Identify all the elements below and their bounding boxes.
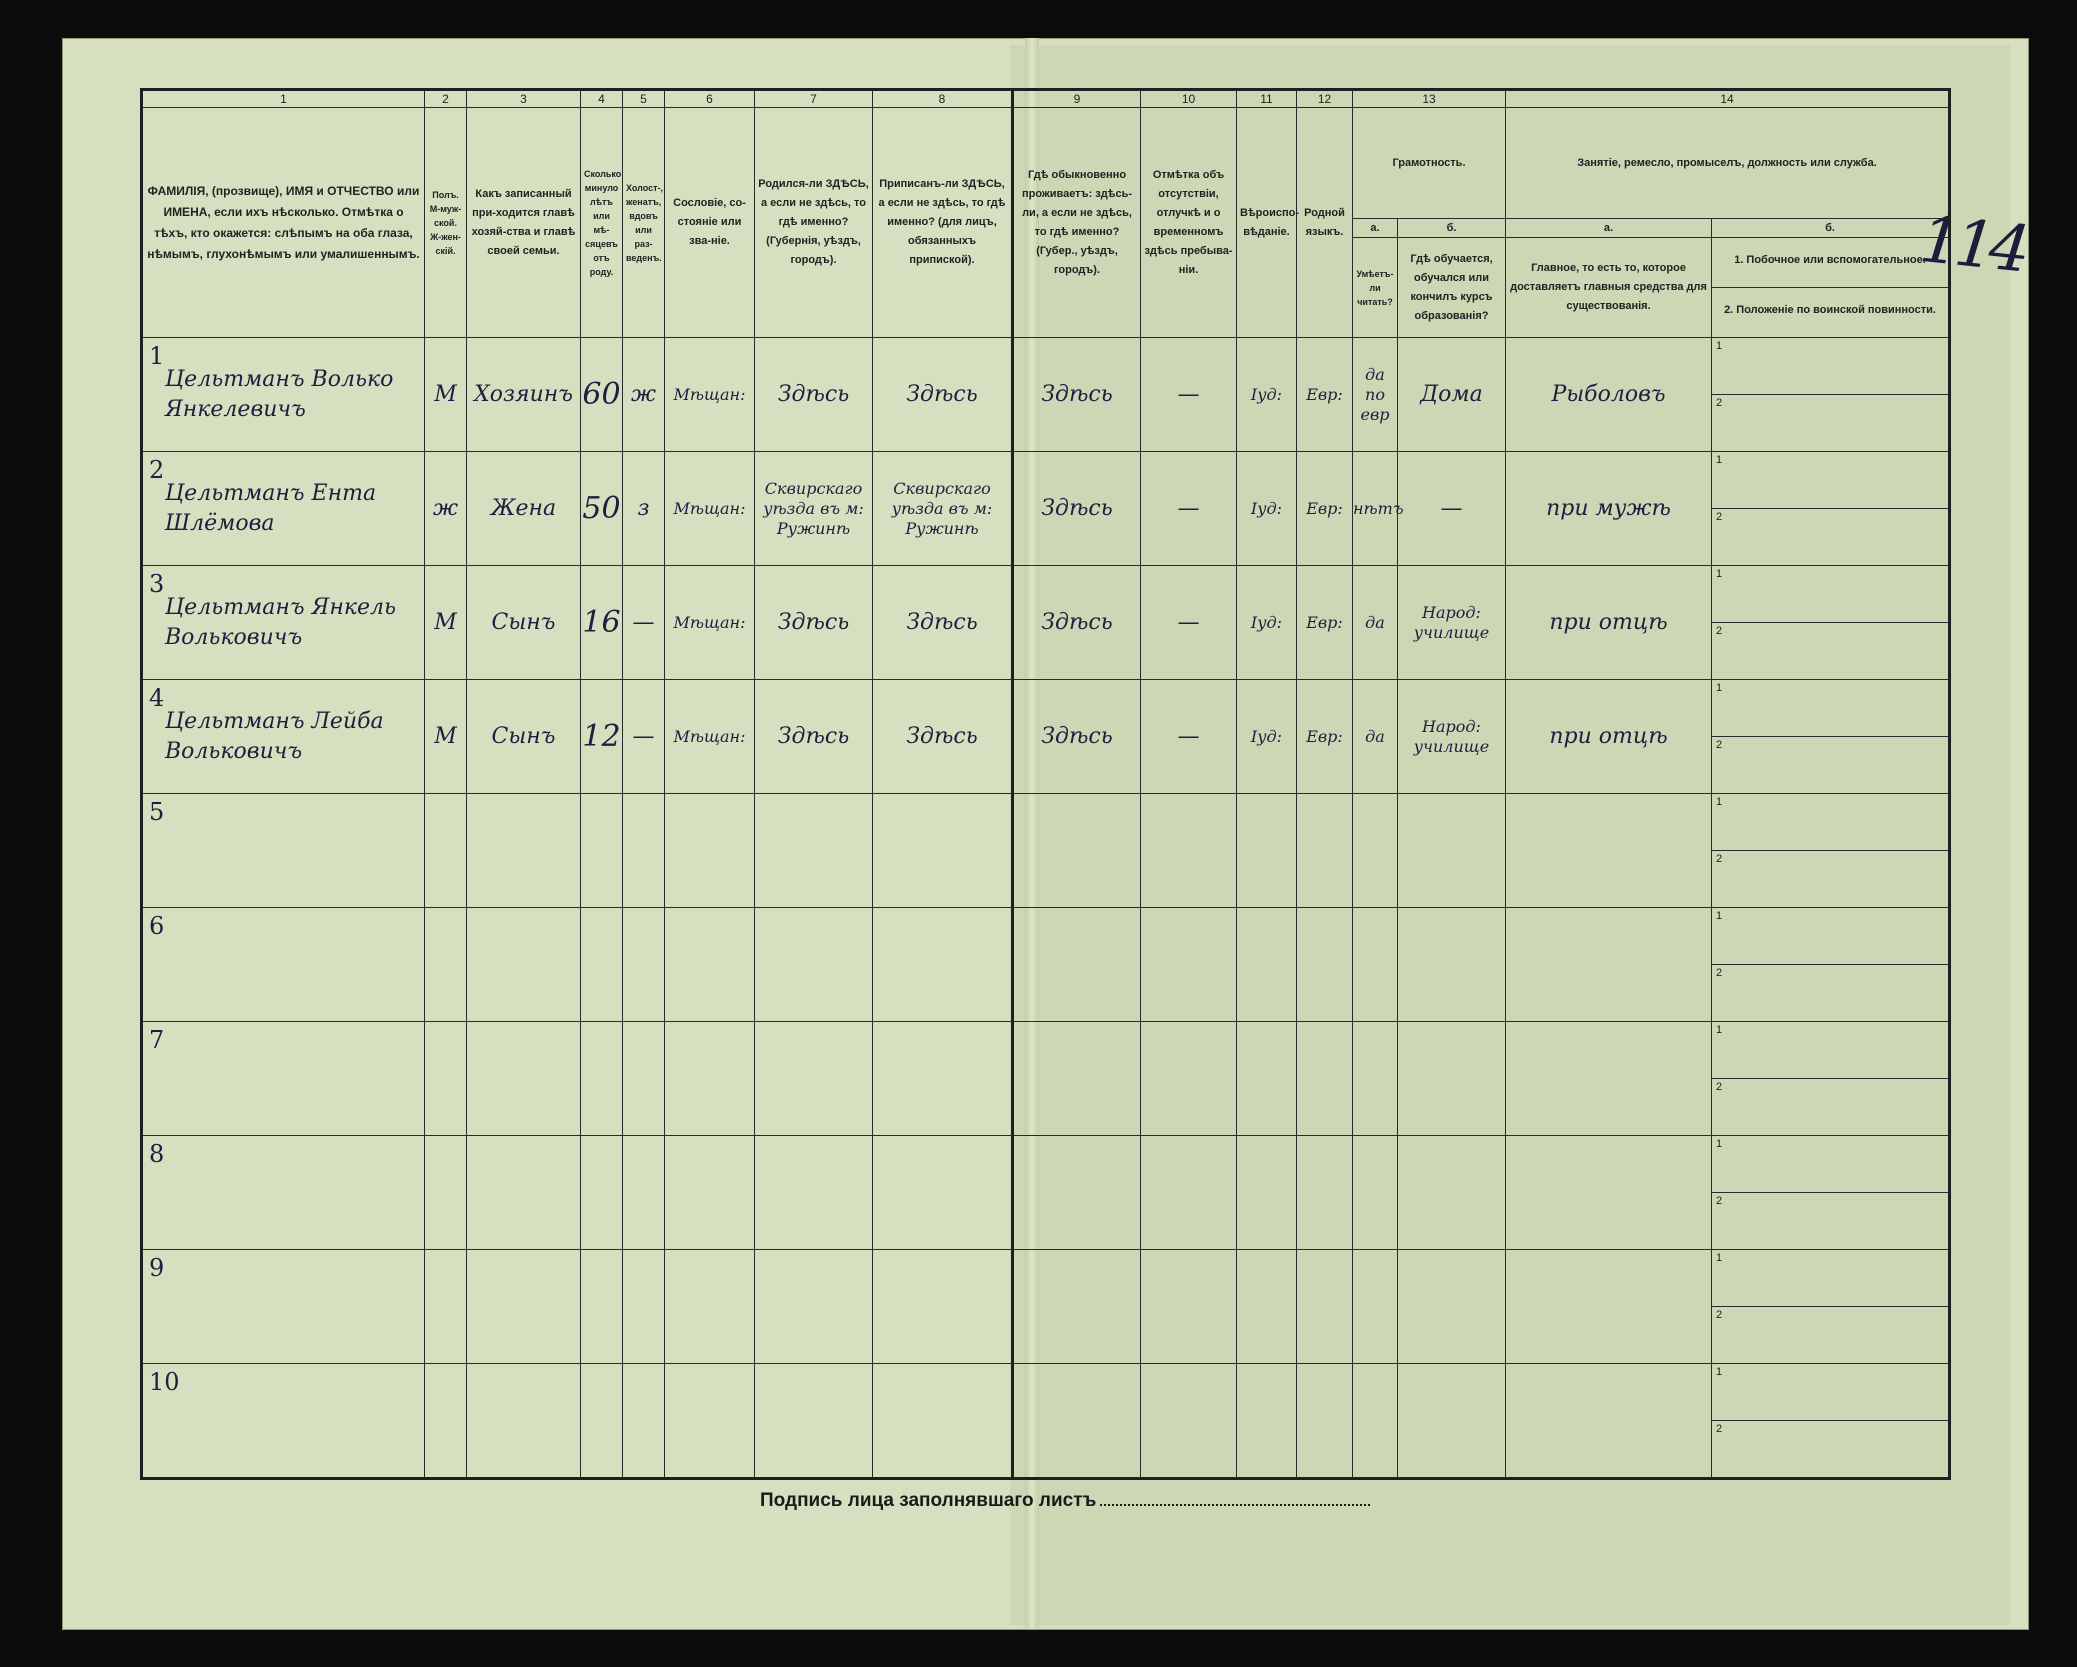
language: Евр: <box>1306 498 1343 518</box>
age: 60 <box>582 376 621 412</box>
registration: Здѣсь <box>906 609 978 635</box>
col-number: 2 <box>425 90 467 108</box>
sub-2: 2 <box>1716 396 1723 409</box>
literacy: да <box>1365 726 1385 746</box>
sub-1: 1 <box>1712 338 1948 395</box>
literacy: да по евр <box>1360 364 1390 424</box>
col-number: 11 <box>1237 90 1297 108</box>
header-can-read: Умѣетъ-ли читать? <box>1353 238 1398 338</box>
occupation: при отцѣ <box>1549 609 1668 635</box>
name-cell <box>142 566 425 680</box>
birthplace: Здѣсь <box>777 723 850 749</box>
table-row <box>142 1136 1950 1250</box>
registration: Здѣсь <box>906 723 978 749</box>
row-number: 6 <box>149 912 165 940</box>
sub-2: 2 <box>1716 738 1723 751</box>
row-number: 9 <box>149 1254 165 1282</box>
name-cell <box>142 452 425 566</box>
header-registered: Приписанъ-ли ЗДѢСЬ, а если не здѣсь, то гдѣ именно? (для лицъ, обязанныхъ припиской). <box>873 108 1013 338</box>
sub-1: 1 <box>1712 794 1948 851</box>
header-row-1 <box>142 108 1950 219</box>
row-number: 5 <box>149 798 165 826</box>
occupation: при мужѣ <box>1546 495 1671 521</box>
column-number-row <box>142 90 1950 108</box>
table-row <box>142 908 1950 1022</box>
signature-blank <box>1100 1504 1370 1506</box>
residence: Здѣсь <box>1041 495 1113 521</box>
sub-1: 1 <box>1712 566 1948 623</box>
absence: — <box>1177 495 1200 521</box>
birthplace: Здѣсь <box>777 609 850 635</box>
col-number: 8 <box>873 90 1013 108</box>
absence: — <box>1177 723 1200 749</box>
col-number: 7 <box>755 90 873 108</box>
literacy: нѣтъ <box>1353 498 1404 518</box>
header-secondary <box>1712 238 1950 338</box>
header-marital: Холост-, женатъ, вдовъ или раз-веденъ. <box>623 108 665 338</box>
estate: Мѣщан: <box>673 726 746 746</box>
row-number: 2 <box>149 456 165 484</box>
header-relation: Какъ записанный при-ходится главѣ хозяй-ства и главѣ своей семьи. <box>467 108 581 338</box>
header-religion: Вѣроиспо-вѣданіе. <box>1237 108 1297 338</box>
signature-label: Подпись лица заполнявшаго листъ <box>760 1490 1097 1511</box>
occupation: при отцѣ <box>1549 723 1668 749</box>
residence: Здѣсь <box>1041 381 1113 407</box>
table-row <box>142 1364 1950 1479</box>
education: Народ: училище <box>1413 602 1490 642</box>
relation: Сынъ <box>491 723 556 749</box>
language: Евр: <box>1306 612 1343 632</box>
sub-2: 2 <box>1716 966 1723 979</box>
table-row <box>142 680 1950 794</box>
marital-status: з <box>637 495 650 521</box>
person-name: Цельтманъ Лейба Вольковичъ <box>165 708 384 764</box>
row-number: 8 <box>149 1140 165 1168</box>
signature-line <box>760 1490 1370 1512</box>
header-language: Родной языкъ. <box>1297 108 1353 338</box>
age: 12 <box>582 718 621 754</box>
col-number: 10 <box>1141 90 1237 108</box>
sub-2: 2 <box>1716 1080 1723 1093</box>
name-cell <box>142 338 425 452</box>
language: Евр: <box>1306 726 1343 746</box>
header-13a-label: а. <box>1353 219 1398 238</box>
registration: Здѣсь <box>906 381 978 407</box>
row-number: 4 <box>149 684 165 712</box>
education: Дома <box>1420 381 1483 407</box>
col-number: 14 <box>1506 90 1950 108</box>
col-number: 4 <box>581 90 623 108</box>
registration: Сквирскаго уѣзда въ м: Ружинѣ <box>891 478 993 538</box>
birthplace: Сквирскаго уѣзда въ м: Ружинѣ <box>763 478 864 538</box>
header-age: Сколько минуло лѣтъ или мѣ-сяцевъ отъ роду. <box>581 108 623 338</box>
table-row <box>142 566 1950 680</box>
header-resides: Гдѣ обыкновенно проживаетъ: здѣсь-ли, а если не здѣсь, то гдѣ именно? (Губер., уѣздъ, городъ). <box>1013 108 1141 338</box>
marital-status: — <box>632 609 655 635</box>
sub-2: 2 <box>1716 1308 1723 1321</box>
sub-2: 2 <box>1716 510 1723 523</box>
residence: Здѣсь <box>1041 723 1113 749</box>
row-number: 10 <box>149 1368 180 1396</box>
absence: — <box>1177 609 1200 635</box>
sub-2: 2 <box>1716 852 1723 865</box>
literacy: да <box>1365 612 1385 632</box>
absence: — <box>1177 381 1200 407</box>
sex: М <box>434 609 457 635</box>
relation: Сынъ <box>491 609 556 635</box>
language: Евр: <box>1306 384 1343 404</box>
col-number: 5 <box>623 90 665 108</box>
religion: Іуд: <box>1250 498 1283 518</box>
age: 50 <box>582 490 621 526</box>
sub-1: 1 <box>1712 680 1948 737</box>
row-number: 7 <box>149 1026 165 1054</box>
col-number: 9 <box>1013 90 1141 108</box>
birthplace: Здѣсь <box>777 381 850 407</box>
person-name: Цельтманъ Ента Шлёмова <box>165 480 377 536</box>
header-14b-label: б. <box>1712 219 1950 238</box>
col-number: 12 <box>1297 90 1353 108</box>
education: Народ: училище <box>1413 716 1490 756</box>
religion: Іуд: <box>1250 612 1283 632</box>
sub-1: 1 <box>1712 1136 1948 1193</box>
table-row <box>142 452 1950 566</box>
page-number: 114 <box>1916 202 2028 288</box>
marital-status: — <box>632 723 655 749</box>
header-education: Гдѣ обучается, обучался или кончилъ курсъ образованія? <box>1398 238 1506 338</box>
age: 16 <box>582 604 621 640</box>
estate: Мѣщан: <box>673 498 746 518</box>
name-cell <box>142 680 425 794</box>
religion: Іуд: <box>1250 726 1283 746</box>
table-row <box>142 1250 1950 1364</box>
religion: Іуд: <box>1250 384 1283 404</box>
sub-1: 1 <box>1712 452 1948 509</box>
sub-2: 2 <box>1716 1194 1723 1207</box>
person-name: Цельтманъ Янкель Вольковичъ <box>165 594 396 650</box>
header-sex: Полъ. М-муж-ской. Ж-жен-скій. <box>425 108 467 338</box>
table-row <box>142 1022 1950 1136</box>
person-name: Цельтманъ Волько Янкелевичъ <box>165 366 394 422</box>
header-14a-label: а. <box>1506 219 1712 238</box>
header-secondary-occupation: 1. Побочное или вспомогательное. <box>1712 238 1948 288</box>
header-main-occupation: Главное, то есть то, которое доставляетъ главныя средства для существованія. <box>1506 238 1712 338</box>
table-row <box>142 794 1950 908</box>
relation: Хозяинъ <box>474 381 573 407</box>
education: — <box>1440 495 1463 521</box>
estate: Мѣщан: <box>673 612 746 632</box>
residence: Здѣсь <box>1041 609 1113 635</box>
header-occupation: Занятіе, ремесло, промыселъ, должность или служба. <box>1506 108 1950 219</box>
sex: ж <box>432 495 458 521</box>
row-number: 3 <box>149 570 165 598</box>
header-born: Родился-ли ЗДѢСЬ, а если не здѣсь, то гдѣ именно? (Губернія, уѣздъ, городъ). <box>755 108 873 338</box>
sex: М <box>434 381 457 407</box>
col-number: 6 <box>665 90 755 108</box>
header-literacy: Грамотность. <box>1353 108 1506 219</box>
row-number: 1 <box>149 342 165 370</box>
col-number: 3 <box>467 90 581 108</box>
sub-1: 1 <box>1712 908 1948 965</box>
col-number: 13 <box>1353 90 1506 108</box>
sub-2: 2 <box>1716 624 1723 637</box>
sub-1: 1 <box>1712 1364 1948 1421</box>
col-number: 1 <box>142 90 425 108</box>
marital-status: ж <box>630 381 656 407</box>
census-table <box>140 88 1951 1480</box>
header-military: 2. Положеніе по воинской повинности. <box>1724 303 1936 316</box>
header-absence: Отмѣтка объ отсутствіи, отлучкѣ и о временномъ здѣсь пребыва-ніи. <box>1141 108 1237 338</box>
sex: М <box>434 723 457 749</box>
header-13b-label: б. <box>1398 219 1506 238</box>
sub-1: 1 <box>1712 1022 1948 1079</box>
sub-2: 2 <box>1716 1422 1723 1435</box>
estate: Мѣщан: <box>673 384 746 404</box>
sub-1: 1 <box>1712 1250 1948 1307</box>
header-estate: Сословіе, со-стояніе или зва-ніе. <box>665 108 755 338</box>
relation: Жена <box>490 495 557 521</box>
table-row <box>142 338 1950 452</box>
header-name: ФАМИЛІЯ, (прозвище), ИМЯ и ОТЧЕСТВО или ИМЕНА, если ихъ нѣсколько. Отмѣтка о тѣхъ, кто окажется: слѣпымъ на оба глаза, нѣмымъ, глухонѣмымъ или умалишеннымъ. <box>142 108 425 338</box>
occupation: Рыболовъ <box>1551 381 1666 407</box>
